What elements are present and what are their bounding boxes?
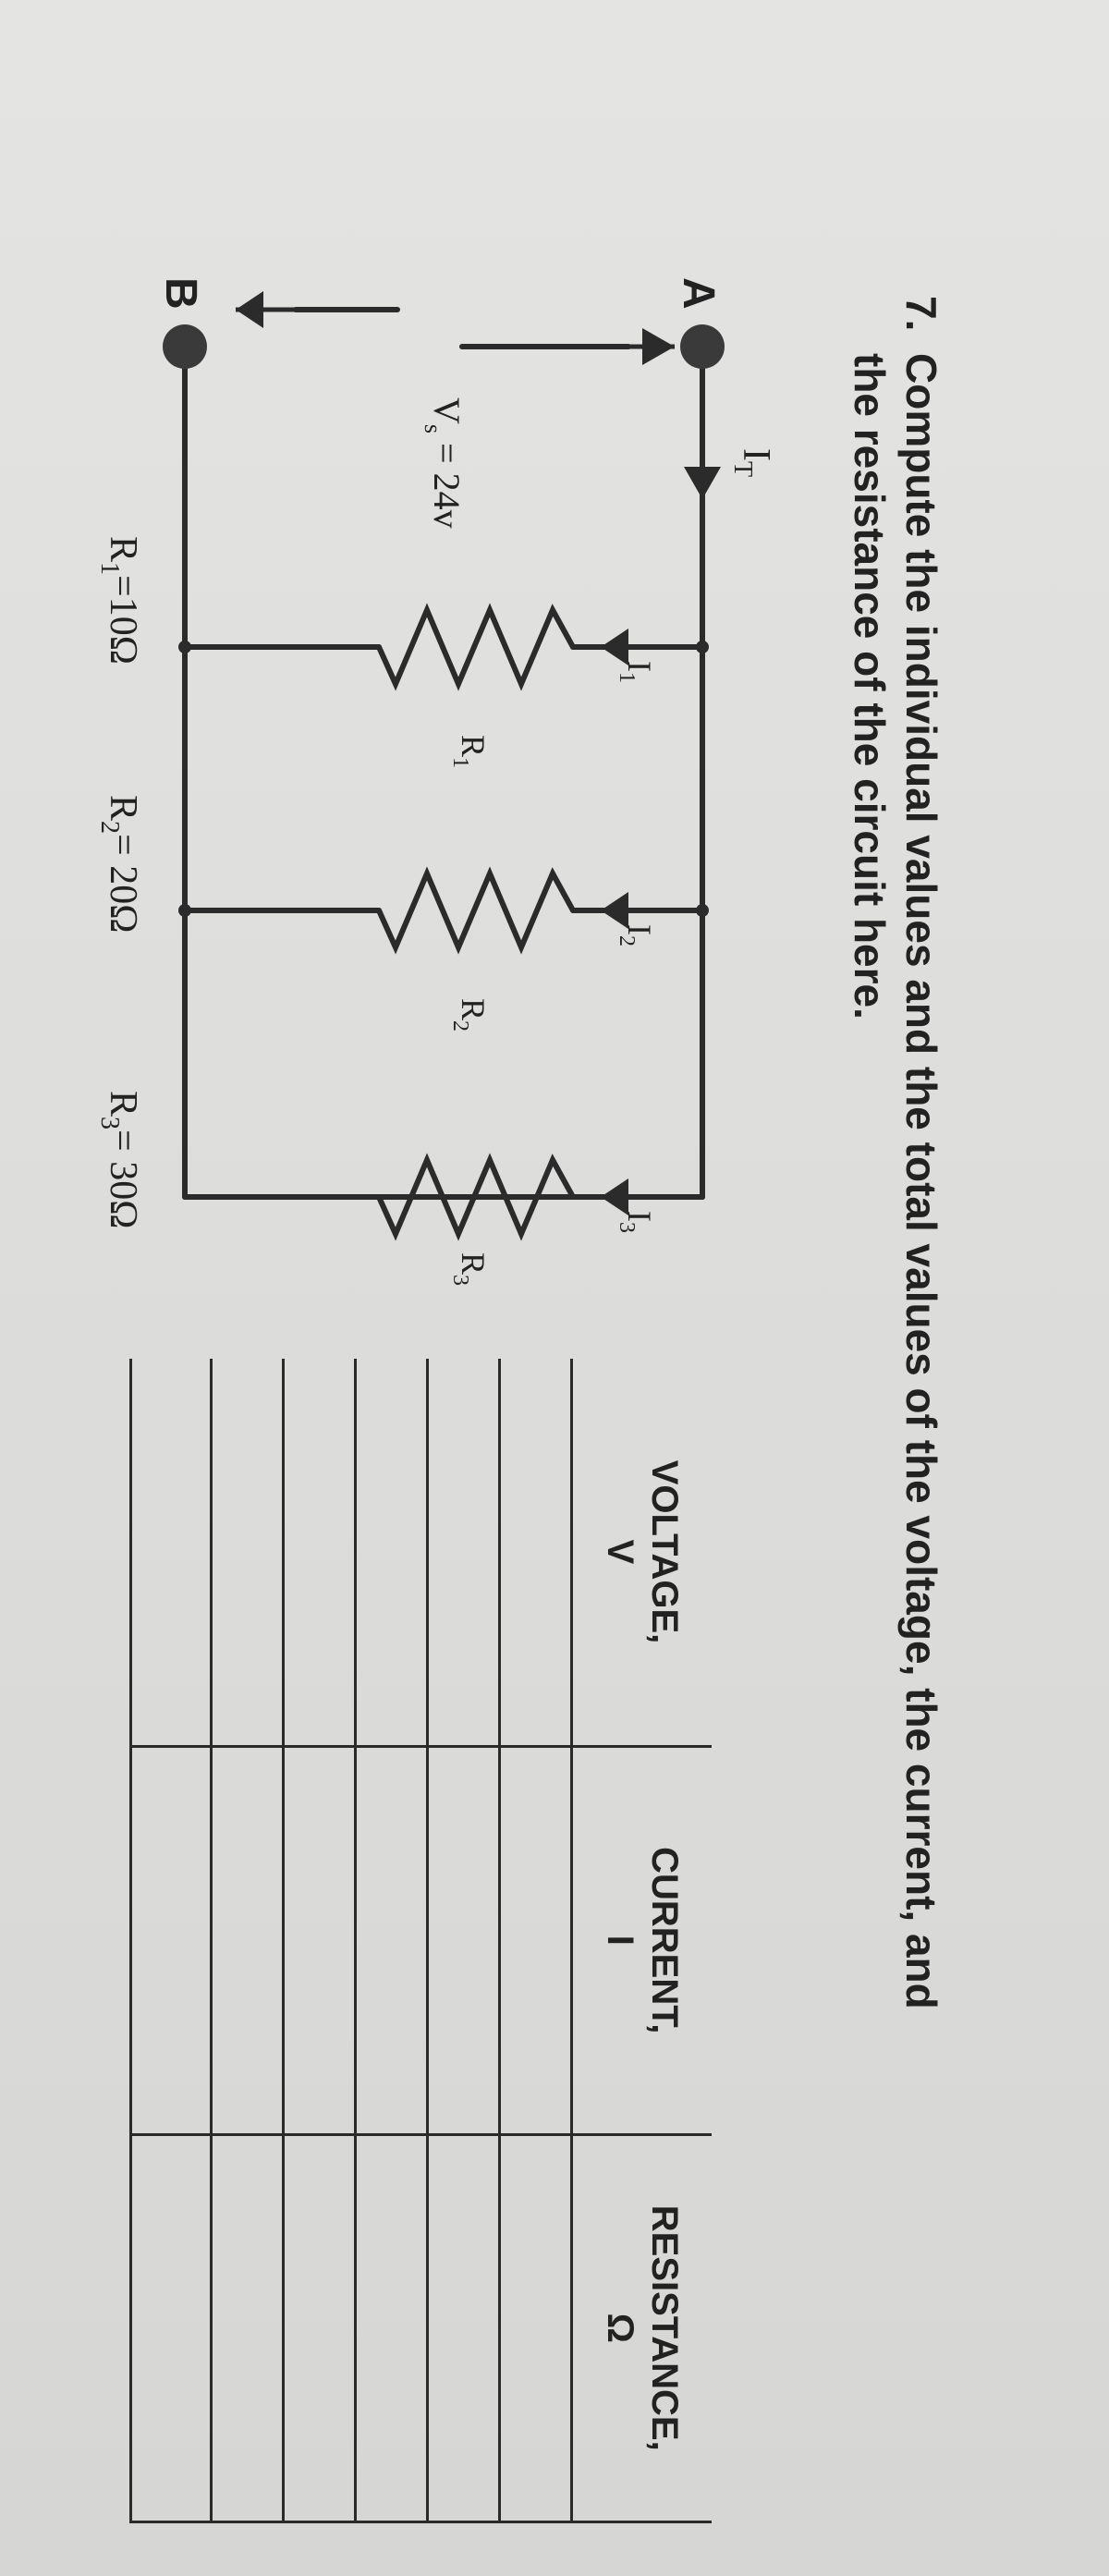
junction-dot (696, 904, 709, 917)
source-voltage-label: $V_s = 24v$ (420, 397, 468, 529)
resistance-column-header (572, 2134, 713, 2522)
table-cell[interactable] (427, 1747, 499, 2135)
table-cell[interactable] (131, 1359, 212, 1747)
voltage-header-unit: V (600, 1539, 640, 1565)
table-cell[interactable] (283, 1747, 355, 2135)
table-row (355, 1359, 427, 2522)
node-b-label: B (156, 277, 205, 310)
table-cell[interactable] (211, 1359, 283, 1747)
table-row (131, 1359, 212, 2522)
question-line-1: Compute the individual values and the total values of the voltage, the current, and (897, 353, 945, 2009)
table-cell[interactable] (499, 1359, 571, 1747)
total-current-arrow (684, 467, 721, 499)
table-cell[interactable] (211, 2134, 283, 2522)
table-cell[interactable] (131, 2134, 212, 2522)
node-b-terminal (163, 324, 207, 369)
junction-dot (696, 641, 709, 653)
table-cell[interactable] (355, 1747, 427, 2135)
table-cell[interactable] (499, 2134, 571, 2522)
branch-2-current-arrow (601, 892, 628, 929)
table-cell[interactable] (499, 1747, 571, 2135)
resistor-label-r1: $R_1$ (448, 735, 492, 769)
table-cell[interactable] (283, 1359, 355, 1747)
resistance-header-unit: Ω (600, 2313, 640, 2343)
branch-current-label-1: $I_1$ (615, 661, 658, 683)
resistor-value-r2: $R_2= 20\Omega$ (95, 795, 144, 934)
voltage-header-title: VOLTAGE, (644, 1459, 685, 1644)
question-line-2: the resistance of the circuit here. (846, 353, 894, 1019)
node-a-terminal (680, 324, 725, 369)
current-header-unit: I (600, 1935, 640, 1946)
branch-3-current-arrow (601, 1178, 628, 1215)
table-header-row (572, 1359, 713, 2522)
table-cell[interactable] (211, 1747, 283, 2135)
resistor-r2-zigzag (379, 873, 573, 947)
table-row (211, 1359, 283, 2522)
resistor-value-r3: $R_3= 30\Omega$ (95, 1091, 144, 1229)
node-a-label: A (674, 277, 723, 310)
current-column-header (572, 1747, 713, 2135)
table-cell[interactable] (355, 1359, 427, 1747)
table-cell[interactable] (427, 1359, 499, 1747)
table-cell[interactable] (355, 2134, 427, 2522)
branch-current-label-2: $I_2$ (615, 924, 658, 946)
table-row (499, 1359, 571, 2522)
table-row (283, 1359, 355, 2522)
branch-1-current-arrow (601, 629, 628, 665)
question-number: 7. (897, 296, 945, 332)
table-cell[interactable] (131, 1747, 212, 2135)
resistor-value-r1: $R_1=10\Omega$ (95, 536, 144, 665)
branch-current-label-3: $I_3$ (615, 1211, 658, 1233)
table-cell[interactable] (283, 2134, 355, 2522)
resistor-label-r2: $R_2$ (448, 998, 492, 1032)
voltage-column-header (572, 1359, 713, 1747)
current-header-title: CURRENT, (644, 1847, 685, 2034)
resistor-label-r3: $R_3$ (448, 1252, 492, 1287)
resistance-header-title: RESISTANCE, (644, 2204, 685, 2451)
table-row (427, 1359, 499, 2522)
answer-table (129, 1359, 712, 2523)
junction-dot (178, 904, 191, 917)
table-cell[interactable] (427, 2134, 499, 2522)
junction-dot (178, 641, 191, 653)
total-current-label: $I_T$ (728, 448, 777, 478)
resistor-r1-zigzag (379, 610, 573, 684)
